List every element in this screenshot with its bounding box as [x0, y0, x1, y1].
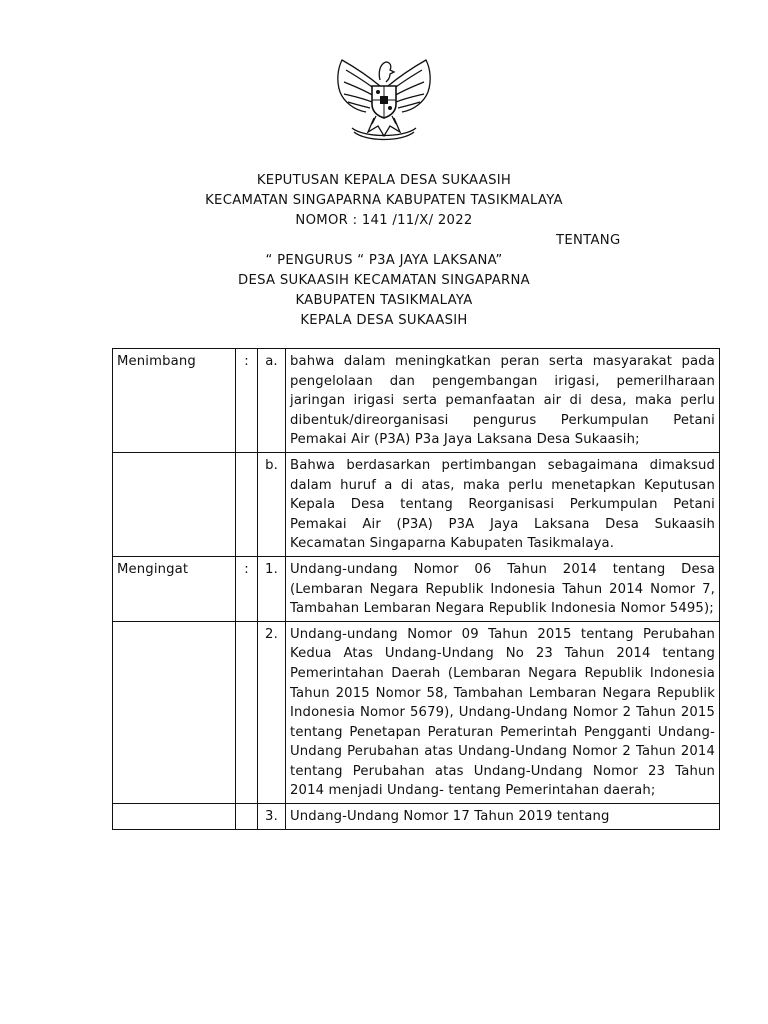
title-line: KEPUTUSAN KEPALA DESA SUKAASIH: [256, 173, 512, 188]
subject-line: KEPALA DESA SUKAASIH: [300, 313, 468, 328]
table-row: [113, 349, 720, 453]
row-text: Bahwa berdasarkan pertimbangan sebagaimana dimaksud dalam huruf a di atas, maka perlu menetapkan Keputusan Kepala Desa tentang Reorganisasi Perkumpulan Petani Pemakai Air (P3A) P3A Jaya Laksana Desa Sukaasih Kecamatan Singaparna Kabupaten Tasikmalaya.: [286, 452, 720, 556]
row-number: a.: [258, 349, 286, 453]
row-colon: [236, 452, 258, 556]
subject-line: DESA SUKAASIH KECAMATAN SINGAPARNA: [238, 273, 530, 288]
title-line: KECAMATAN SINGAPARNA KABUPATEN TASIKMALAYA: [205, 193, 563, 208]
row-label: [113, 452, 236, 556]
legal-basis-table: [112, 348, 720, 830]
row-label: Mengingat: [113, 556, 236, 621]
row-text: Undang-Undang Nomor 17 Tahun 2019 tentang: [286, 804, 720, 830]
table-row: [113, 804, 720, 830]
title-line: NOMOR : 141 /11/X/ 2022: [295, 213, 473, 228]
row-label: [113, 621, 236, 803]
row-label: [113, 804, 236, 830]
row-colon: [236, 804, 258, 830]
subject-line: KABUPATEN TASIKMALAYA: [295, 293, 473, 308]
subject-line: “ PENGURUS “ P3A JAYA LAKSANA”: [265, 253, 503, 268]
row-text: Undang-undang Nomor 06 Tahun 2014 tentang Desa (Lembaran Negara Republik Indonesia Tahun 2014 Nomor 7, Tambahan Lembaran Negara Republik Indonesia Nomor 5495);: [286, 556, 720, 621]
row-colon: :: [236, 349, 258, 453]
row-number: b.: [258, 452, 286, 556]
garuda-emblem: [330, 46, 438, 146]
table-row: [113, 556, 720, 621]
row-text: Undang-undang Nomor 09 Tahun 2015 tentang Perubahan Kedua Atas Undang-Undang No 23 Tahun 2014 tentang Pemerintahan Daerah (Lembaran Negara Republik Indonesia Tahun 2015 Nomor 58, Tambahan Lembaran Negara Republik Indonesia Nomor 5679), Undang-Undang Nomor 2 Tahun 2015 tentang Penetapan Peraturan Pemerintah Pengganti Undang-Undang Perubahan atas Undang-Undang Nomor 2 Tahun 2014 tentang Perubahan atas Undang-Undang Nomor 23 Tahun 2014 menjadi Undang- tentang Pemerintahan daerah;: [286, 621, 720, 803]
row-label: Menimbang: [113, 349, 236, 453]
table-row: [113, 621, 720, 803]
row-number: 2.: [258, 621, 286, 803]
table-row: [113, 452, 720, 556]
row-text: bahwa dalam meningkatkan peran serta masyarakat pada pengelolaan dan pengembangan irigasi, pemerilharaan jaringan irigasi serta pemanfaatan air di desa, maka perlu dibentuk/direorganisasi pengurus Perkumpulan Petani Pemakai Air (P3A) P3a Jaya Laksana Desa Sukaasih;: [286, 349, 720, 453]
row-number: 3.: [258, 804, 286, 830]
row-colon: :: [236, 556, 258, 621]
row-colon: [236, 621, 258, 803]
row-number: 1.: [258, 556, 286, 621]
tentang-label: TENTANG: [556, 233, 621, 248]
